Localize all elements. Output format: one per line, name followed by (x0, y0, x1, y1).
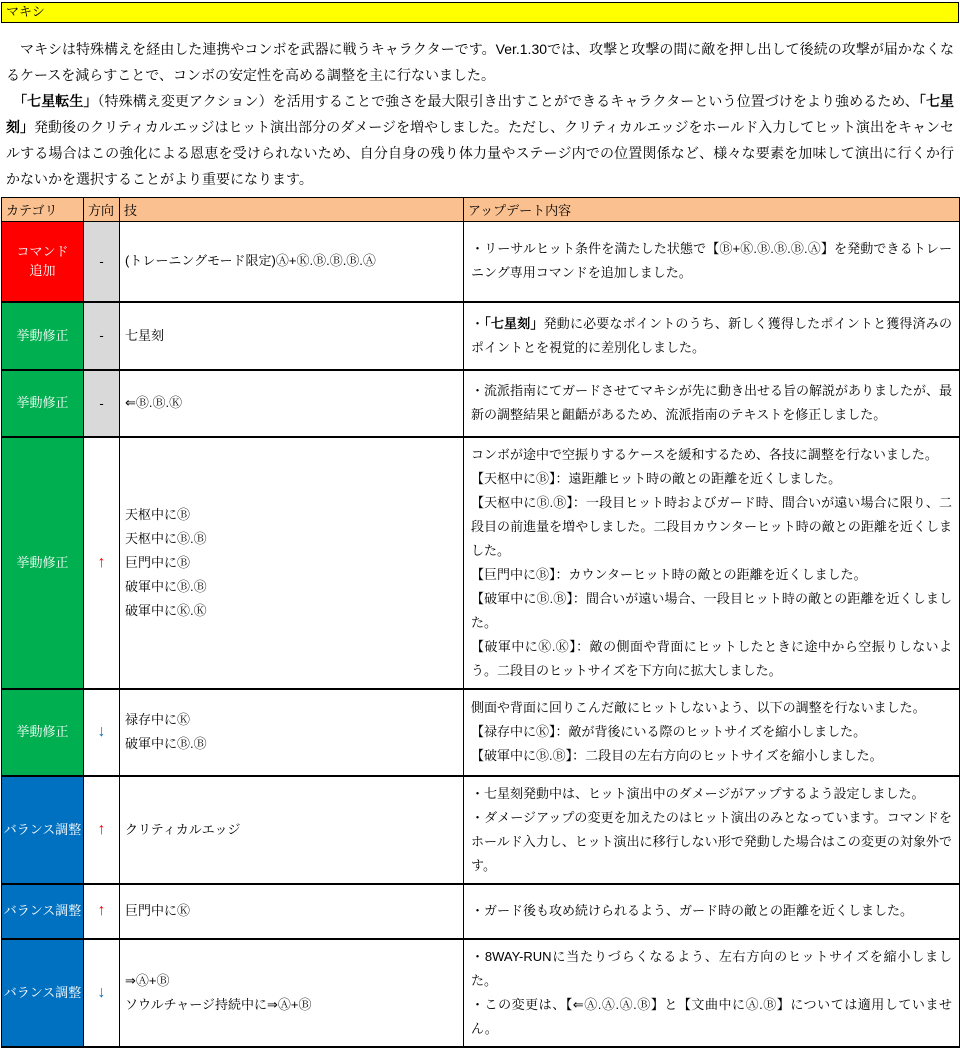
update-description: ・リーサルヒット条件を満たした状態で【Ⓑ+Ⓚ.Ⓑ.Ⓑ.Ⓑ.Ⓐ】を発動できるトレーニング専用コマンドを追加しました。 (471, 241, 952, 281)
update-description: 【天枢中にⒷ】：遠距離ヒット時の敵との距離を近くしました。 (471, 470, 842, 486)
column-header-direction: 方向 (84, 198, 120, 222)
move-command: 天枢中にⒷ (125, 506, 191, 522)
category-cell: コマンド 追加 (2, 222, 84, 302)
content-cell (464, 939, 960, 1047)
table-row (2, 437, 960, 689)
column-header-category: カテゴリ (2, 198, 84, 222)
update-table (1, 197, 960, 1048)
intro-paragraph: 「七星転生」（特殊構え変更アクション）を活用することで強さを最大限引き出すことができるキャラクターという位置づけをより強めるため、「七星刻」発動後のクリティカルエッジはヒット演出部分のダメージを増やしました。ただし、クリティカルエッジをホールド入力してヒット演出をキャンセルする場合はこの強化による恩恵を受けられないため、自分自身の残り体力量やステージ内での位置関係など、様々な要素を加味して演出に行くか行かないかを選択することがより重要になります。 (6, 93, 955, 187)
update-description: コンボが途中で空振りするケースを緩和するため、各技に調整を行ないました。 (471, 446, 938, 462)
direction-cell (84, 437, 120, 689)
arrow-up-icon: ↑ (97, 553, 106, 571)
direction-cell (84, 689, 120, 776)
move-command: 巨門中にⓀ (125, 903, 191, 918)
table-row (2, 939, 960, 1047)
category-cell: バランス調整 (2, 884, 84, 939)
category-cell: バランス調整 (2, 939, 84, 1047)
move-cell (120, 370, 464, 437)
move-command: ソウルチャージ持続中に⇒Ⓐ+Ⓑ (125, 996, 312, 1012)
move-command: 七星刻 (125, 327, 165, 343)
intro-paragraph: マキシは特殊構えを経由した連携やコンボを武器に戦うキャラクターです。Ver.1.30では、攻撃と攻撃の間に敵を押し出して後続の攻撃が届かなくなるケースを減らすことで、コンボの安定性を高める調整を主に行ないました。 (6, 41, 954, 83)
content-cell (464, 437, 960, 689)
update-description: 【天枢中にⒷ.Ⓑ】：一段目ヒット時およびガード時、間合いが遠い場合に限り、二段目の前進量を増やしました。二段目カウンターヒット時の敵との距離を近くしました。 (471, 494, 952, 558)
arrow-up-icon: ↑ (97, 902, 106, 919)
move-command: 破軍中にⒷ.Ⓑ (125, 578, 207, 594)
content-cell (464, 884, 960, 939)
category-cell: バランス調整 (2, 776, 84, 884)
arrow-down-icon: ↓ (97, 723, 106, 740)
category-cell: 挙動修正 (2, 370, 84, 437)
move-cell (120, 776, 464, 884)
update-description: ・流派指南にてガードさせてマキシが先に動き出せる旨の解説がありましたが、最新の調整結果と齟齬があるため、流派指南のテキストを修正しました。 (471, 383, 952, 422)
update-description: ・8WAY-RUNに当たりづらくなるよう、左右方向のヒットサイズを縮小しました。 (471, 948, 952, 988)
intro-text (0, 36, 960, 192)
move-command: 禄存中にⓀ (125, 712, 191, 727)
direction-cell (84, 884, 120, 939)
direction-cell (84, 776, 120, 884)
move-cell (120, 884, 464, 939)
move-cell (120, 689, 464, 776)
direction-cell (84, 939, 120, 1047)
content-cell (464, 776, 960, 884)
content-cell (464, 689, 960, 776)
move-command: クリティカルエッジ (125, 821, 241, 837)
direction-cell: - (84, 370, 120, 437)
update-description: 【破軍中にⓀ.Ⓚ】：敵の側面や背面にヒットしたときに途中から空振りしないよう。二段目のヒットサイズを下方向に拡大しました。 (471, 638, 952, 678)
update-description: 【破軍中にⒷ.Ⓑ】：二段目の左右方向のヒットサイズを縮小しました。 (471, 748, 883, 763)
table-row (2, 884, 960, 939)
move-command: ⇐Ⓑ.Ⓑ.Ⓚ (125, 395, 183, 410)
move-cell (120, 302, 464, 370)
update-description: ・この変更は、【⇐Ⓐ.Ⓐ.Ⓐ.Ⓑ】と【文曲中にⒶ.Ⓑ】については適用していません。 (471, 996, 952, 1036)
arrow-down-icon: ↓ (97, 983, 106, 1001)
update-description: ・七星刻発動中は、ヒット演出中のダメージがアップするよう設定しました。 (471, 785, 925, 801)
table-header-row (2, 198, 960, 222)
arrow-up-icon: ↑ (97, 820, 106, 838)
move-cell (120, 939, 464, 1047)
table-row (2, 302, 960, 370)
content-cell (464, 370, 960, 437)
update-description: 【破軍中にⒷ.Ⓑ】：間合いが遠い場合、一段目ヒット時の敵との距離を近くしました。 (471, 590, 952, 630)
move-command: ⇒Ⓐ+Ⓑ (125, 972, 170, 988)
table-row (2, 689, 960, 776)
update-description: ・ダメージアップの変更を加えたのはヒット演出のみとなっています。コマンドをホールド入力し、ヒット演出に移行しない形で発動した場合はこの変更の対象外です。 (471, 809, 952, 873)
move-cell (120, 222, 464, 302)
table-row (2, 370, 960, 437)
content-cell (464, 302, 960, 370)
update-description: ・「七星刻」発動に必要なポイントのうち、新しく獲得したポイントと獲得済みのポイントとを視覚的に差別化しました。 (471, 315, 952, 355)
direction-cell: - (84, 222, 120, 302)
update-description: 【巨門中にⒷ】：カウンターヒット時の敵との距離を近くしました。 (471, 566, 867, 582)
content-cell (464, 222, 960, 302)
update-description: 【禄存中にⓀ】：敵が背後にいる際のヒットサイズを縮小しました。 (471, 724, 867, 739)
table-row (2, 222, 960, 302)
update-description: 側面や背面に回りこんだ敵にヒットしないよう、以下の調整を行ないました。 (471, 700, 926, 715)
move-command: 天枢中にⒷ.Ⓑ (125, 530, 207, 546)
move-cell (120, 437, 464, 689)
move-command: 破軍中にⒷ.Ⓑ (125, 736, 207, 751)
category-cell: 挙動修正 (2, 437, 84, 689)
table-row (2, 776, 960, 884)
page-title: マキシ (1, 2, 959, 23)
update-description: ・ガード後も攻め続けられるよう、ガード時の敵との距離を近くしました。 (471, 903, 914, 918)
move-command: (トレーニングモード限定)Ⓐ+Ⓚ.Ⓑ.Ⓑ.Ⓑ.Ⓐ (125, 253, 376, 269)
category-cell: 挙動修正 (2, 302, 84, 370)
direction-cell: - (84, 302, 120, 370)
move-command: 破軍中にⓀ.Ⓚ (125, 602, 207, 618)
column-header-move: 技 (120, 198, 464, 222)
move-command: 巨門中にⒷ (125, 554, 191, 570)
category-cell: 挙動修正 (2, 689, 84, 776)
column-header-update: アップデート内容 (464, 198, 960, 222)
